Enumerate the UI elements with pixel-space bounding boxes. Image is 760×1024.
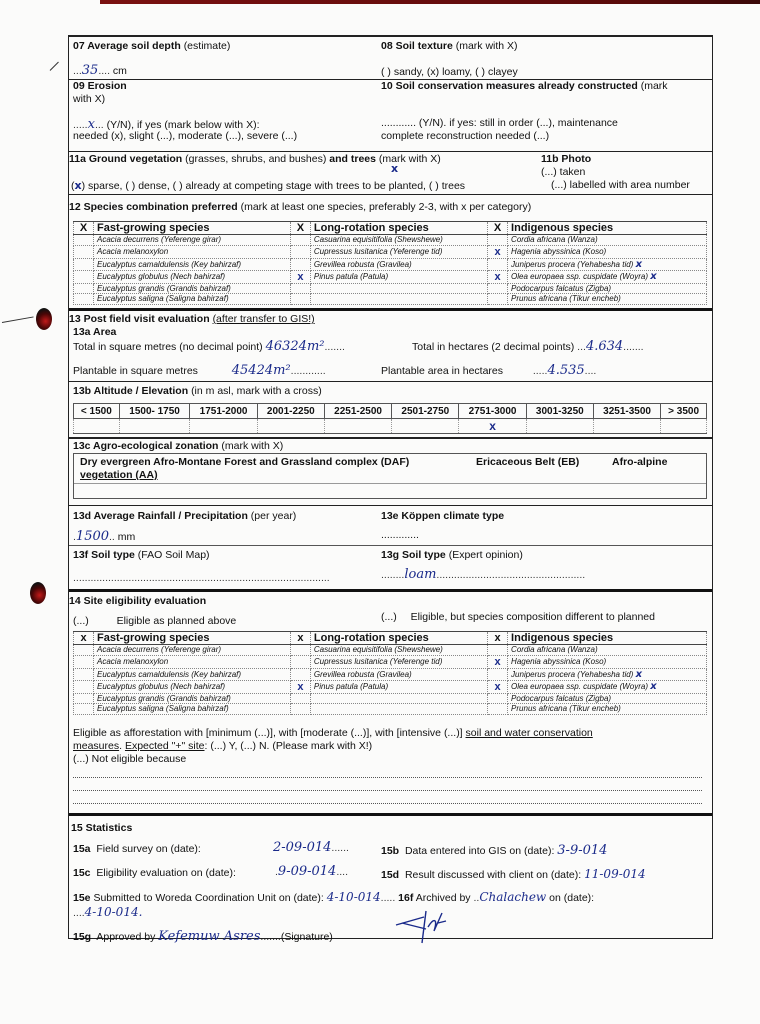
long-mark-cell[interactable] (290, 245, 310, 258)
altitude-mark-cell[interactable] (257, 419, 324, 434)
field-survey-value: 2-09-014 (273, 840, 332, 855)
punch-hole-lower (30, 582, 46, 604)
altitude-mark-cell[interactable] (593, 419, 660, 434)
soil-depth-field[interactable]: ...35.... cm (73, 63, 127, 78)
scan-edge (100, 0, 760, 4)
not-eligible-reason-line[interactable] (73, 790, 702, 791)
photo-label: 11b Photo (541, 153, 592, 165)
fast-mark-cell[interactable] (74, 655, 94, 668)
altitude-mark-cell[interactable] (119, 419, 190, 434)
table-row: Eucalyptus camaldulensis (Key bahirzaf) Grevillea robusta (Gravilea) Juniperus procera (Yehabesha tid) x (74, 258, 707, 270)
altitude-label: 13b Altitude / Elevation (in m asl, mark with a cross) (73, 385, 322, 397)
table-row: Acacia melanoxylon Cupressus lusitanica (Yeferenge tid) x Hagenia abyssinica (Koso) (74, 245, 707, 258)
not-eligible-reason-line[interactable] (73, 803, 702, 804)
area-label: 13a Area (73, 326, 117, 338)
ind-mark-cell[interactable] (488, 645, 508, 656)
eligibility-eval-date[interactable]: 15c Eligibility evaluation on (date): (73, 867, 236, 879)
eligibility-eval-value: 9-09-014 (277, 864, 337, 879)
total-ha-field[interactable]: Total in hectares (2 decimal points) ...4.634....... (412, 339, 644, 354)
eligible-different-species-option[interactable]: (...) Eligible, but species composition different to planned (381, 611, 655, 623)
rainfall-label: 13d Average Rainfall / Precipitation (per year) (73, 510, 297, 522)
table-row: Eucalyptus globulus (Nech bahirzaf) x Pinus patula (Patula) x Olea europaea ssp. cuspidate (Woyra) x (74, 680, 707, 693)
long-mark-cell[interactable]: x (290, 270, 310, 283)
agro-zonation-label: 13c Agro-ecological zonation (mark with X) (73, 440, 284, 452)
fao-soil-label: 13f Soil type (FAO Soil Map) (73, 549, 210, 561)
rainfall-field[interactable]: .1500.. mm (73, 529, 136, 544)
client-discussion-date[interactable]: 15d Result discussed with client on (date): 11-09-014 (381, 867, 646, 881)
trees-mark: x (391, 162, 399, 175)
ind-mark-cell[interactable]: x (488, 270, 508, 283)
long-mark-cell[interactable] (290, 704, 310, 715)
soil-texture-label: 08 Soil texture (mark with X) (381, 40, 518, 52)
fast-mark-cell[interactable] (74, 680, 94, 693)
species-combination-label: 12 Species combination preferred (mark at least one species, preferably 2-3, with x per category) (69, 201, 532, 213)
long-mark-cell[interactable] (290, 645, 310, 656)
fast-mark-cell[interactable] (74, 294, 94, 305)
altitude-mark-cell[interactable] (392, 419, 459, 434)
pen-stroke (50, 62, 59, 71)
plantable-ha-field[interactable]: Plantable area in hectares .....4.535.... (381, 363, 597, 378)
ground-vegetation-options[interactable]: (x) sparse, ( ) dense, ( ) already at competing stage with trees to be planted, ( ) trees (71, 179, 466, 192)
species-eligible-table: x Fast-growing species x Long-rotation species x Indigenous species Acacia decurrens (Yeferenge girar) Casuarina equisitifolia (Shewshewe) Cordia africana (Wanza) Acacia melanoxylon Cupressus lusitanica (Yeferenge tid) x Hagenia abyssinica (Koso) Eucalyptus camaldulensis (Key bahirzaf) Grevillea robusta (Gravilea) Juniperus procera (Yehabesha tid) x Eucalyptus globulus (Nech bahirzaf) x Pinus patula (Patula) x Olea europaea ssp. cuspidate (Woyra) x Eucalyptus grandis (Grandis bahirzaf) Podocarpus falcatus (Zigba) Eucalyptus saligna (Saligna bahirzaf) Prunus africana (Tikur encheb) (73, 631, 707, 715)
zone-eb[interactable]: Ericaceous Belt (EB) (476, 456, 580, 468)
fast-mark-cell[interactable] (74, 235, 94, 246)
ind-mark-cell[interactable]: x (488, 655, 508, 668)
ind-mark-cell[interactable] (488, 235, 508, 246)
erosion-severity-options[interactable]: needed (x), slight (...), moderate (...), severe (...) (73, 130, 298, 142)
erosion-label: 09 Erosion (73, 80, 127, 92)
long-mark-cell[interactable] (290, 283, 310, 294)
table-row: Eucalyptus saligna (Saligna bahirzaf) Prunus africana (Tikur encheb) (74, 294, 707, 305)
soil-conservation-reconstruction[interactable]: complete reconstruction needed (...) (381, 130, 550, 142)
fast-mark-cell[interactable] (74, 668, 94, 680)
post-visit-label: 13 Post field visit evaluation (after transfer to GIS!) (69, 313, 315, 325)
table-row: Acacia decurrens (Yeferenge girar) Casuarina equisitifolia (Shewshewe) Cordia africana (Wanza) (74, 645, 707, 656)
altitude-mark-cell[interactable] (324, 419, 391, 434)
approved-by-field[interactable]: 15g Approved by Kefemuw Asres.......(Signature) (73, 929, 333, 944)
ind-mark-cell[interactable]: x (488, 245, 508, 258)
punch-hole-upper (36, 308, 52, 330)
altitude-mark-cell[interactable] (74, 419, 120, 434)
ind-mark-cell[interactable] (488, 258, 508, 270)
statistics-label: 15 Statistics (71, 822, 133, 834)
erosion-yn-field[interactable]: .....x... (Y/N), if yes (mark below with X): (73, 117, 260, 132)
table-row: Eucalyptus globulus (Nech bahirzaf) x Pinus patula (Patula) x Olea europaea ssp. cuspidate (Woyra) x (74, 270, 707, 283)
gis-entry-date[interactable]: 15b Data entered into GIS on (date): 3-9-014 (381, 843, 608, 858)
ind-mark-cell[interactable] (488, 294, 508, 305)
erosion-label-cont: with X) (73, 93, 106, 105)
zone-aa[interactable]: Afro-alpine (612, 456, 668, 468)
table-row: Acacia melanoxylon Cupressus lusitanica (Yeferenge tid) x Hagenia abyssinica (Koso) (74, 655, 707, 668)
archived-date[interactable]: ....4-10-014. (73, 905, 143, 919)
soil-conservation-yn[interactable]: ............ (Y/N). if yes: still in order (...), maintenance (381, 117, 618, 129)
long-mark-cell[interactable] (290, 693, 310, 704)
fast-mark-cell[interactable] (74, 270, 94, 283)
field-survey-date[interactable]: 15a Field survey on (date): (73, 843, 201, 855)
fast-mark-cell[interactable] (74, 704, 94, 715)
woreda-submission-date[interactable]: 15e Submitted to Woreda Coordination Unit on (date): 4-10-014..... 16f Archived by ..Chalachew on (date): (73, 890, 595, 904)
altitude-mark-cell[interactable] (661, 419, 707, 434)
fast-mark-cell[interactable] (74, 283, 94, 294)
ind-mark-cell[interactable]: x (488, 680, 508, 693)
ind-mark-cell[interactable] (488, 283, 508, 294)
total-sqm-field[interactable]: Total in square metres (no decimal point) 46324m²....... (73, 339, 345, 354)
table-row: Eucalyptus camaldulensis (Key bahirzaf) Grevillea robusta (Gravilea) Juniperus procera (Yehabesha tid) x (74, 668, 707, 680)
archived-by-value: Chalachew (479, 890, 547, 904)
species-preferred-table: X Fast-growing species X Long-rotation species X Indigenous species Acacia decurrens (Yeferenge girar) Casuarina equisitifolia (Shewshewe) Cordia africana (Wanza) Acacia melanoxylon Cupressus lusitanica (Yeferenge tid) x Hagenia abyssinica (Koso) Eucalyptus camaldulensis (Key bahirzaf) Grevillea robusta (Gravilea) Juniperus procera (Yehabesha tid) x Eucalyptus globulus (Nech bahirzaf) x Pinus patula (Patula) x Olea europaea ssp. cuspidate (Woyra) x Eucalyptus grandis (Grandis bahirzaf) Podocarpus falcatus (Zigba) Eucalyptus saligna (Saligna bahirzaf) Prunus africana (Tikur encheb) (73, 221, 707, 305)
altitude-table: < 1500 1500- 1750 1751-2000 2001-2250 2251-2500 2501-2750 2751-3000 3001-3250 3251-3500 > 3500 x (73, 403, 707, 434)
fast-mark-cell[interactable] (74, 693, 94, 704)
signature-icon (394, 907, 464, 947)
long-mark-cell[interactable]: x (290, 680, 310, 693)
not-eligible-option[interactable]: (...) Not eligible because (73, 753, 187, 765)
soil-texture-options[interactable]: ( ) sandy, (x) loamy, ( ) clayey (381, 66, 518, 78)
table-row: Eucalyptus grandis (Grandis bahirzaf) Podocarpus falcatus (Zigba) (74, 283, 707, 294)
eligible-as-planned-option[interactable]: (...) Eligible as planned above (73, 615, 237, 627)
fao-soil-field[interactable]: ........................................................................................ (73, 572, 330, 584)
soil-depth-label: 07 Average soil depth (estimate) (73, 40, 231, 52)
expert-soil-label: 13g Soil type (Expert opinion) (381, 549, 523, 561)
fast-mark-cell[interactable] (74, 258, 94, 270)
plantable-sqm-field[interactable]: Plantable in square metres 45424m²............ (73, 363, 326, 378)
expert-soil-field[interactable]: ........loam................................................... (381, 567, 586, 582)
long-mark-cell[interactable] (290, 235, 310, 246)
soil-conservation-label: 10 Soil conservation measures already constructed (mark (381, 80, 668, 92)
ind-mark-cell[interactable] (488, 693, 508, 704)
photo-labelled-option[interactable]: (...) labelled with area number (551, 179, 690, 191)
long-mark-cell[interactable] (290, 668, 310, 680)
site-eligibility-label: 14 Site eligibility evaluation (69, 595, 207, 607)
altitude-mark-cell[interactable]: x (459, 419, 526, 434)
koppen-field[interactable]: ............. (381, 529, 419, 541)
expected-site-options[interactable]: measures. Expected "+" site: (...) Y, (...) N. (Please mark with X!) (73, 740, 373, 752)
table-row: Eucalyptus grandis (Grandis bahirzaf) Podocarpus falcatus (Zigba) (74, 693, 707, 704)
zone-daf[interactable]: Dry evergreen Afro-Montane Forest and Grassland complex (DAF) (80, 456, 410, 468)
fast-mark-cell[interactable] (74, 645, 94, 656)
long-mark-cell[interactable] (290, 655, 310, 668)
agro-zonation-box[interactable]: Dry evergreen Afro-Montane Forest and Grassland complex (DAF) Ericaceous Belt (EB) Afro-alpine vegetation (AA) (73, 453, 707, 499)
koppen-label: 13e Köppen climate type (381, 510, 505, 522)
photo-taken-option[interactable]: (...) taken (541, 166, 586, 178)
ind-mark-cell[interactable] (488, 704, 508, 715)
afforestation-options[interactable]: Eligible as afforestation with [minimum (...)], with [moderate (...)], with [intensive (...)] soil and water conservation (73, 727, 593, 739)
table-row: Eucalyptus saligna (Saligna bahirzaf) Prunus africana (Tikur encheb) (74, 704, 707, 715)
field-form: 07 Average soil depth (estimate) ...35.... cm 08 Soil texture (mark with X) ( ) sandy, (x) loamy, ( ) clayey 09 Erosion with X) .....x... (Y/N), if yes (mark below with X): needed (x), slight (...), moderate (...), severe (...) 10 Soil conservation measures already constructed (mark ............ (Y/N). if yes: still in order (...), maintenance complete reconstruction needed (...) 11a Ground vegetation (grasses, shrubs, and bushes) and trees (mark with X) x (x) sparse, ( ) dense, ( ) already at competing stage with trees to be planted, ( ) trees 11b Photo (...) taken (...) labelled with area number 12 Species combination preferred (mark at least one species, preferably 2-3, with x per category) X Fast-growing species X Long-rotation species X Indigenous species Acacia decurrens (Yeferenge girar) Casuarina equisitifolia (Shewshewe) Cordia africana (Wanza) Acacia melanoxylon Cupressus lusitanica (Yeferenge tid) x Hagenia abyssinica (Koso) Eucalyptus camaldulensis (Key bahirzaf) Grevillea robusta (Gravilea) Juniperus procera (Yehabesha tid) x Eucalyptus globulus (Nech bahirzaf) x Pinus patula (Patula) x Olea europaea ssp. cuspidate (Woyra) x Eucalyptus grandis (Grandis bahirzaf) Podocarpus falcatus (Zigba) Eucalyptus saligna (Saligna bahirzaf) Prunus africana (Tikur encheb) 13 Post field visit evaluation (after transfer to GIS!) 13a Area Total in square metres (no decimal point) 46324m²....... Total in hectares (2 decimal points) ...4.634....... Plantable in square metres 45424m²............ Plantable area in hectares .....4.535.... 13b Altitude / Elevation (in m asl, mark with a cross) < 1500 1500- 1750 1751-2000 2001-2250 2251-2500 2501-2750 2751-3000 3001-3250 3251-3500 > 3500 x 13c Agro-ecological zonation (mark with X) Dry evergreen Afro-Montane Forest and Grassland complex (DAF) Ericaceous Belt (EB) Afro-alpine vegetation (AA) 13d Average Rainfall / Precipitation (per year) .1500.. mm 13e Köppen climate type ............. 13f Soil type (FAO Soil Map) ........................................................................................ 13g Soil type (Expert opinion) ........loam................................................... 14 Site eligibility evaluation (...) Eligible as planned above (...) Eligible, but species composition different to planned x Fast-growing species x Long-rotation species x Indigenous species Acacia decurrens (Yeferenge girar) Casuarina equisitifolia (Shewshewe) Cordia africana (Wanza) Acacia melanoxylon Cupressus lusitanica (Yeferenge tid) x Hagenia abyssinica (Koso) Eucalyptus camaldulensis (Key bahirzaf) Grevillea robusta (Gravilea) Juniperus procera (Yehabesha tid) x Eucalyptus globulus (Nech bahirzaf) x Pinus patula (Patula) x Olea europaea ssp. cuspidate (Woyra) x Eucalyptus grandis (Grandis bahirzaf) Podocarpus falcatus (Zigba) Eucalyptus saligna (Saligna bahirzaf) Prunus africana (Tikur encheb) Eligible as afforestation with [minimum (...)], with [moderate (...)], with [intensive (...)] soil and water conservation measures. Expected "+" site: (...) Y, (...) N. (Please mark with X!) (...) Not eligible because 15 Statistics 15a Field survey on (date): 2-09-014...... 15b Data entered into GIS on (date): 3-9-014 15c Eligibility evaluation on (date): .9-09-014.... 15d Result discussed with client on (date): 11-09-014 15e Submitted to Woreda Coordination Unit on (date): 4-10-014..... 16f Archived by ..Chalachew on (date): ....4-10-014. 15g Approved by Kefemuw Asres.......(Signature) (68, 37, 713, 939)
altitude-mark-cell[interactable] (190, 419, 257, 434)
long-mark-cell[interactable] (290, 258, 310, 270)
not-eligible-reason-line[interactable] (73, 777, 702, 778)
altitude-mark-cell[interactable] (526, 419, 593, 434)
table-row: Acacia decurrens (Yeferenge girar) Casuarina equisitifolia (Shewshewe) Cordia africana (Wanza) (74, 235, 707, 246)
fast-mark-cell[interactable] (74, 245, 94, 258)
ground-vegetation-label: 11a Ground vegetation (grasses, shrubs, and bushes) and trees (mark with X) (69, 153, 441, 165)
ind-mark-cell[interactable] (488, 668, 508, 680)
long-mark-cell[interactable] (290, 294, 310, 305)
pen-stroke (2, 316, 34, 323)
